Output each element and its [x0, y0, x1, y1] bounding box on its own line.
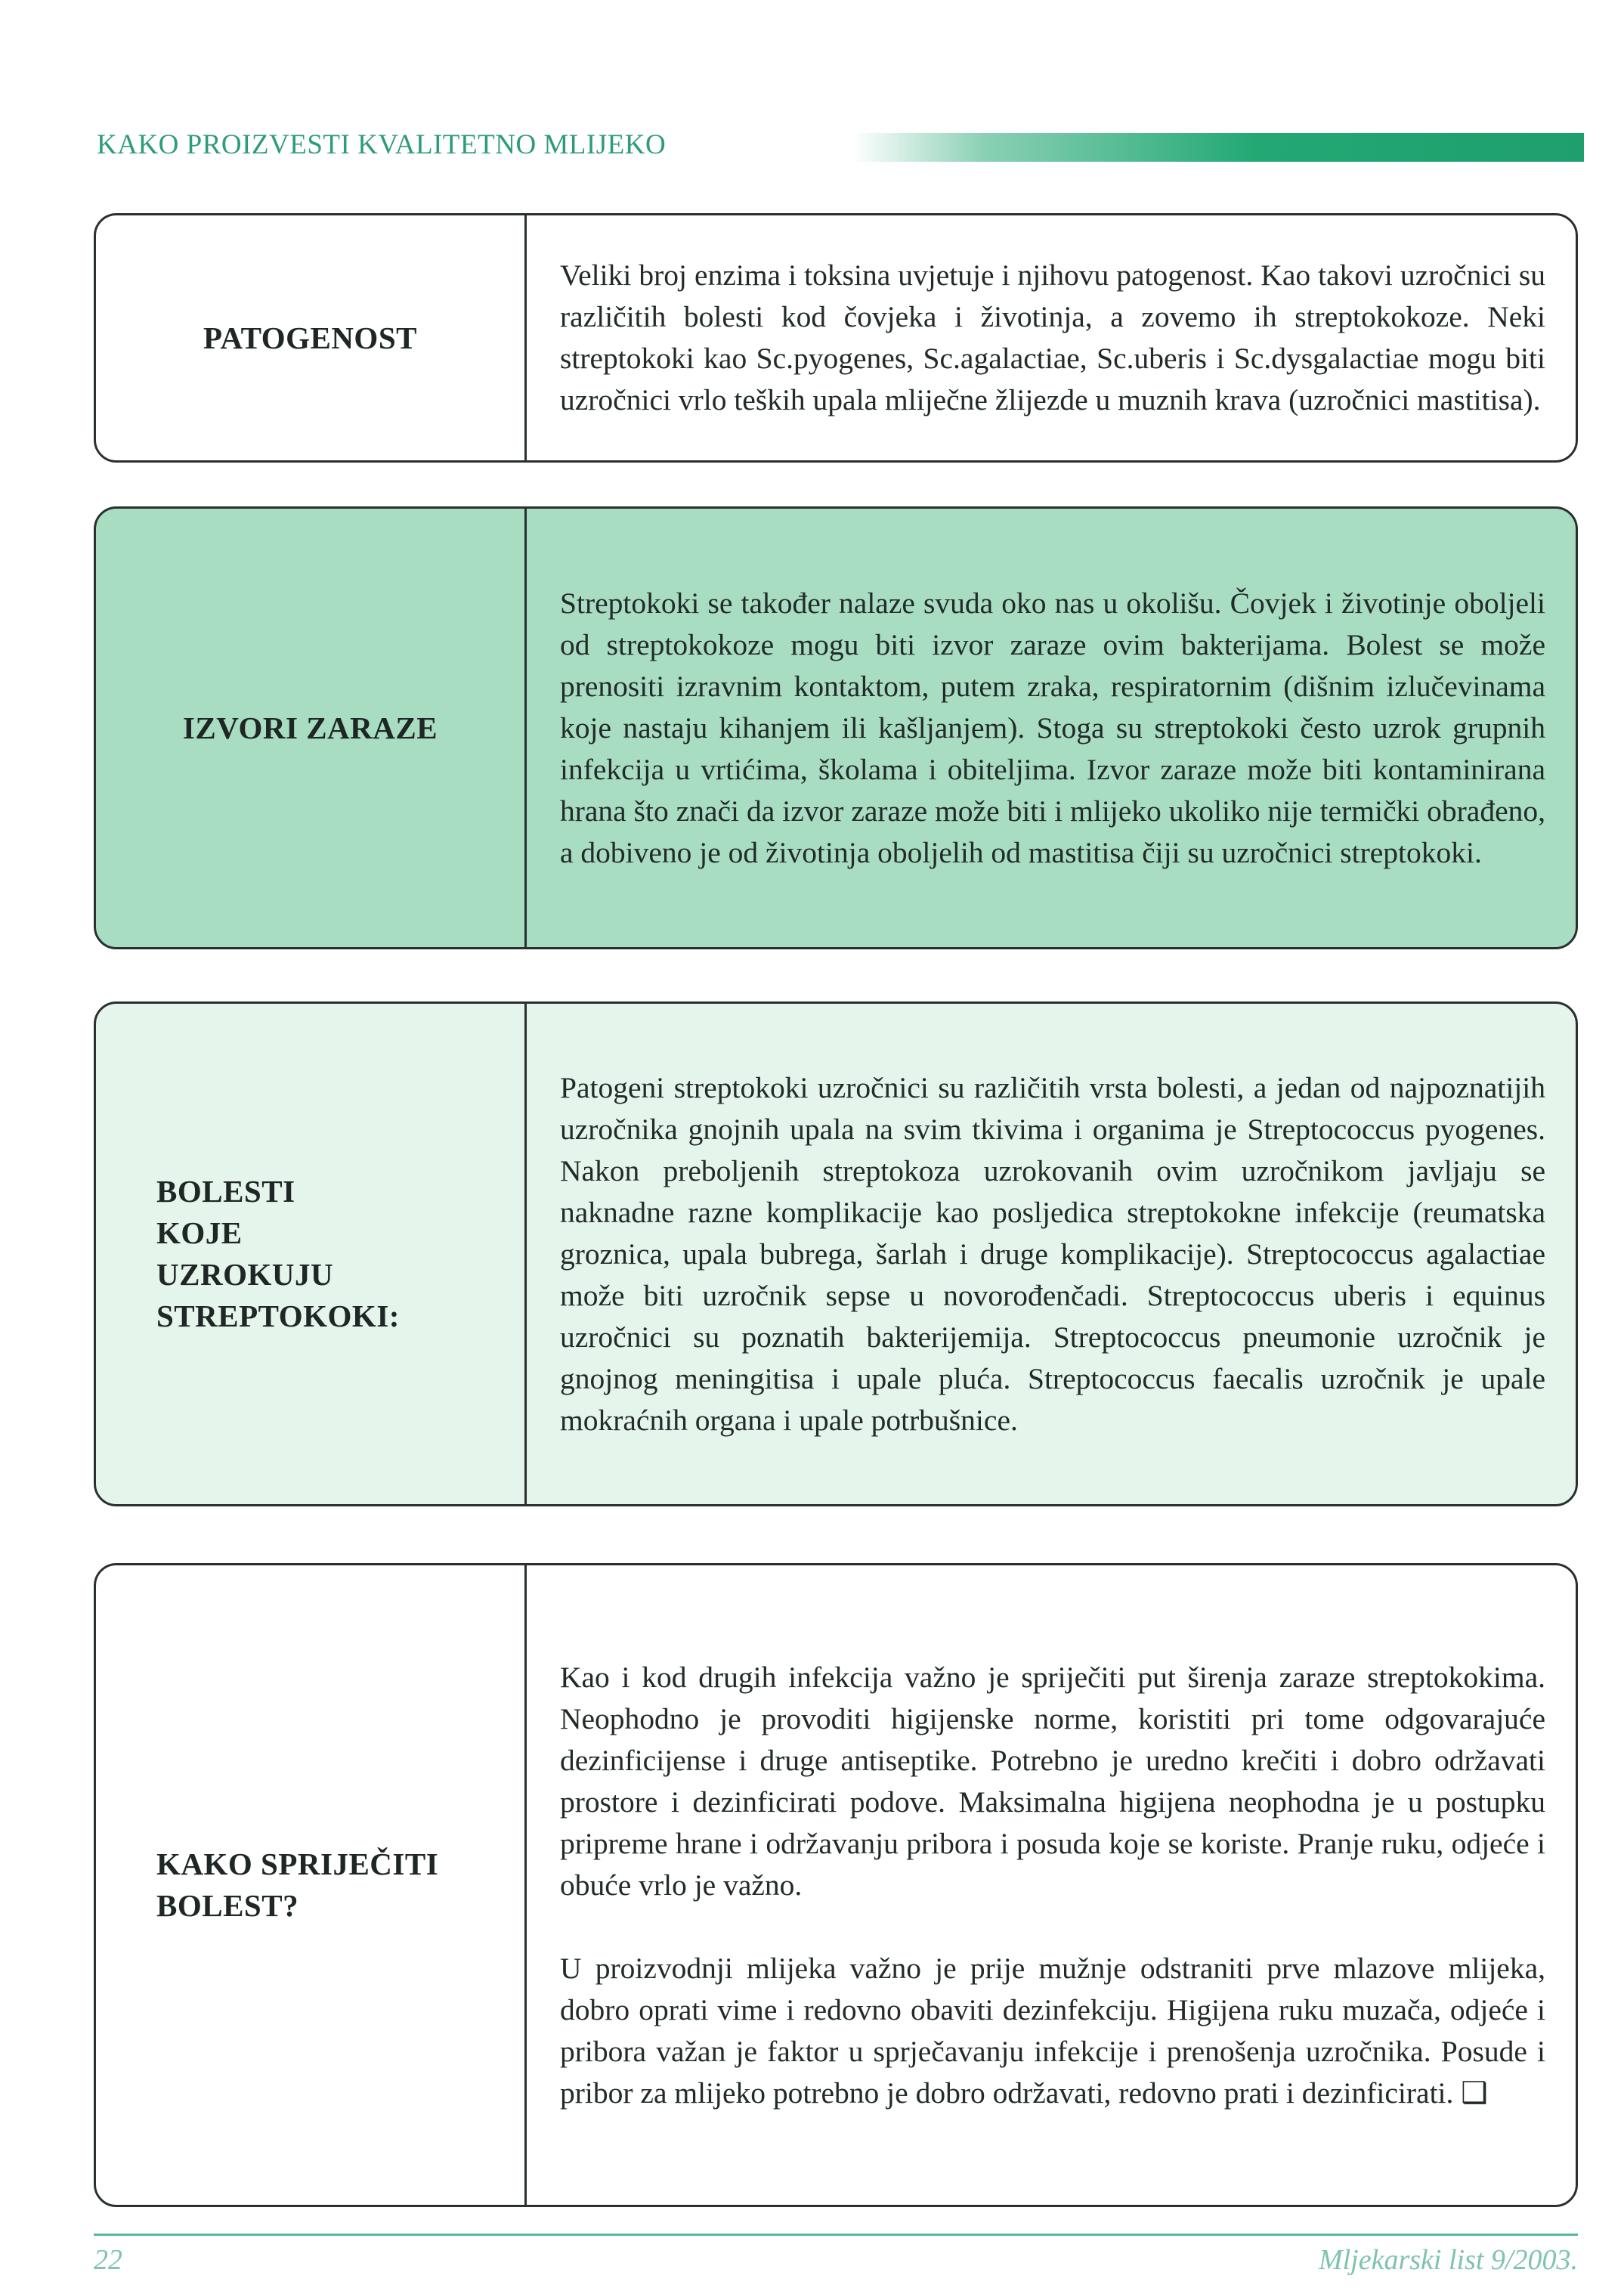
header-title: KAKO PROIZVESTI KVALITETNO MLIJEKO — [97, 129, 667, 160]
section-label: BOLESTI KOJE UZROKUJU STREPTOKOKI: — [156, 1174, 400, 1333]
section-label-cell — [96, 509, 527, 947]
section-kako-sprijeciti — [94, 1563, 1578, 2207]
footer-publication: Mljekarski list 9/2003. — [1318, 2244, 1578, 2276]
section-content — [527, 509, 1576, 947]
footer-divider — [94, 2234, 1578, 2236]
section-label: KAKO SPRIJEČITI BOLEST? — [156, 1847, 439, 1923]
section-content — [527, 1565, 1576, 2205]
section-paragraph: Patogeni streptokoki uzročnici su različitih vrsta bolesti, a jedan od najpoznatijih uzročnika gnojnih upala na svim tkivima i organima je Streptococcus pyogenes. Nakon preboljenih streptokoza uzrokovanih ovim uzročnikom javljaju se naknadne razne komplikacije kao posljedica streptokokne infekcije (reumatska groznica, upala bubrega, šarlah i druge komplikacije). Streptococcus agalactiae može biti uzročnik sepse u novorođenčadi. Streptococcus uberis i equinus uzročnici su poznatih bakterijemija. Streptococcus pneumonie uzročnik je gnojnog meningitisa i upale pluća. Streptococcus faecalis uzročnik je upale mokraćnih organa i upale potrbušnice. — [560, 1070, 1545, 1437]
section-label-cell — [96, 1004, 527, 1504]
header-decorative-bar — [852, 133, 1584, 162]
page-header — [97, 128, 1584, 171]
section-bolesti — [94, 1001, 1578, 1506]
section-paragraph: Veliki broj enzima i toksina uvjetuje i njihovu patogenost. Kao takovi uzročnici su različitih bolesti kod čovjeka i životinja, a zovemo ih streptokokoze. Neki streptokoki kao Sc.pyogenes, Sc.agalactiae, Sc.uberis i Sc.dysgalactiae mogu biti uzročnici vrlo teških upala mliječne žlijezde u muznih krava (uzročnici mastitisa). — [560, 259, 1545, 416]
section-content — [527, 1004, 1576, 1504]
section-label-cell — [96, 215, 527, 460]
section-paragraph: Streptokoki se također nalaze svuda oko nas u okolišu. Čovjek i životinje oboljeli od streptokokoze mogu biti izvor zaraze ovim bakterijama. Bolest se može prenositi izravnim kontaktom, putem zraka, respiratornim (dišnim izlučevinama koje nastaju kihanjem ili kašljanjem). Stoga su streptokoki često uzrok grupnih infekcija u vrtićima, školama i obiteljima. Izvor zaraze može biti kontaminirana hrana što znači da izvor zaraze može biti i mlijeko ukoliko nije termički obrađeno, a dobiveno je od životinja oboljelih od mastitisa čiji su uzročnici streptokoki. — [560, 586, 1545, 869]
section-paragraph: Kao i kod drugih infekcija važno je spriječiti put širenja zaraze streptokokima. Neophodno je provoditi higijenske norme, koristiti pri tome odgovarajuće dezinficijense i druge antiseptike. Potrebno je uredno krečiti i dobro održavati prostore i dezinficirati podove. Maksimalna higijena neophodna je u postupku pripreme hrane i održavanju pribora i posuda koje se koriste. Pranje ruku, odjeće i obuće vrlo je važno. — [560, 1660, 1545, 1902]
section-label: IZVORI ZARAZE — [182, 710, 438, 745]
section-label-cell — [96, 1565, 527, 2205]
section-paragraph: U proizvodnji mlijeka važno je prije mužnje odstraniti prve mlazove mlijeka, dobro oprati vime i redovno obaviti dezinfekciju. Higijena ruku muzača, odjeće i pribora važan je faktor u sprječavanju infekcije i prenošenja uzročnika. Posude i pribor za mlijeko potrebno je dobro održavati, redovno prati i dezinficirati. ❑ — [560, 1951, 1545, 2110]
section-izvori-zaraze — [94, 506, 1578, 949]
section-patogenost — [94, 213, 1578, 463]
section-label: PATOGENOST — [203, 320, 417, 355]
page-number: 22 — [94, 2244, 122, 2276]
section-content — [527, 215, 1576, 460]
